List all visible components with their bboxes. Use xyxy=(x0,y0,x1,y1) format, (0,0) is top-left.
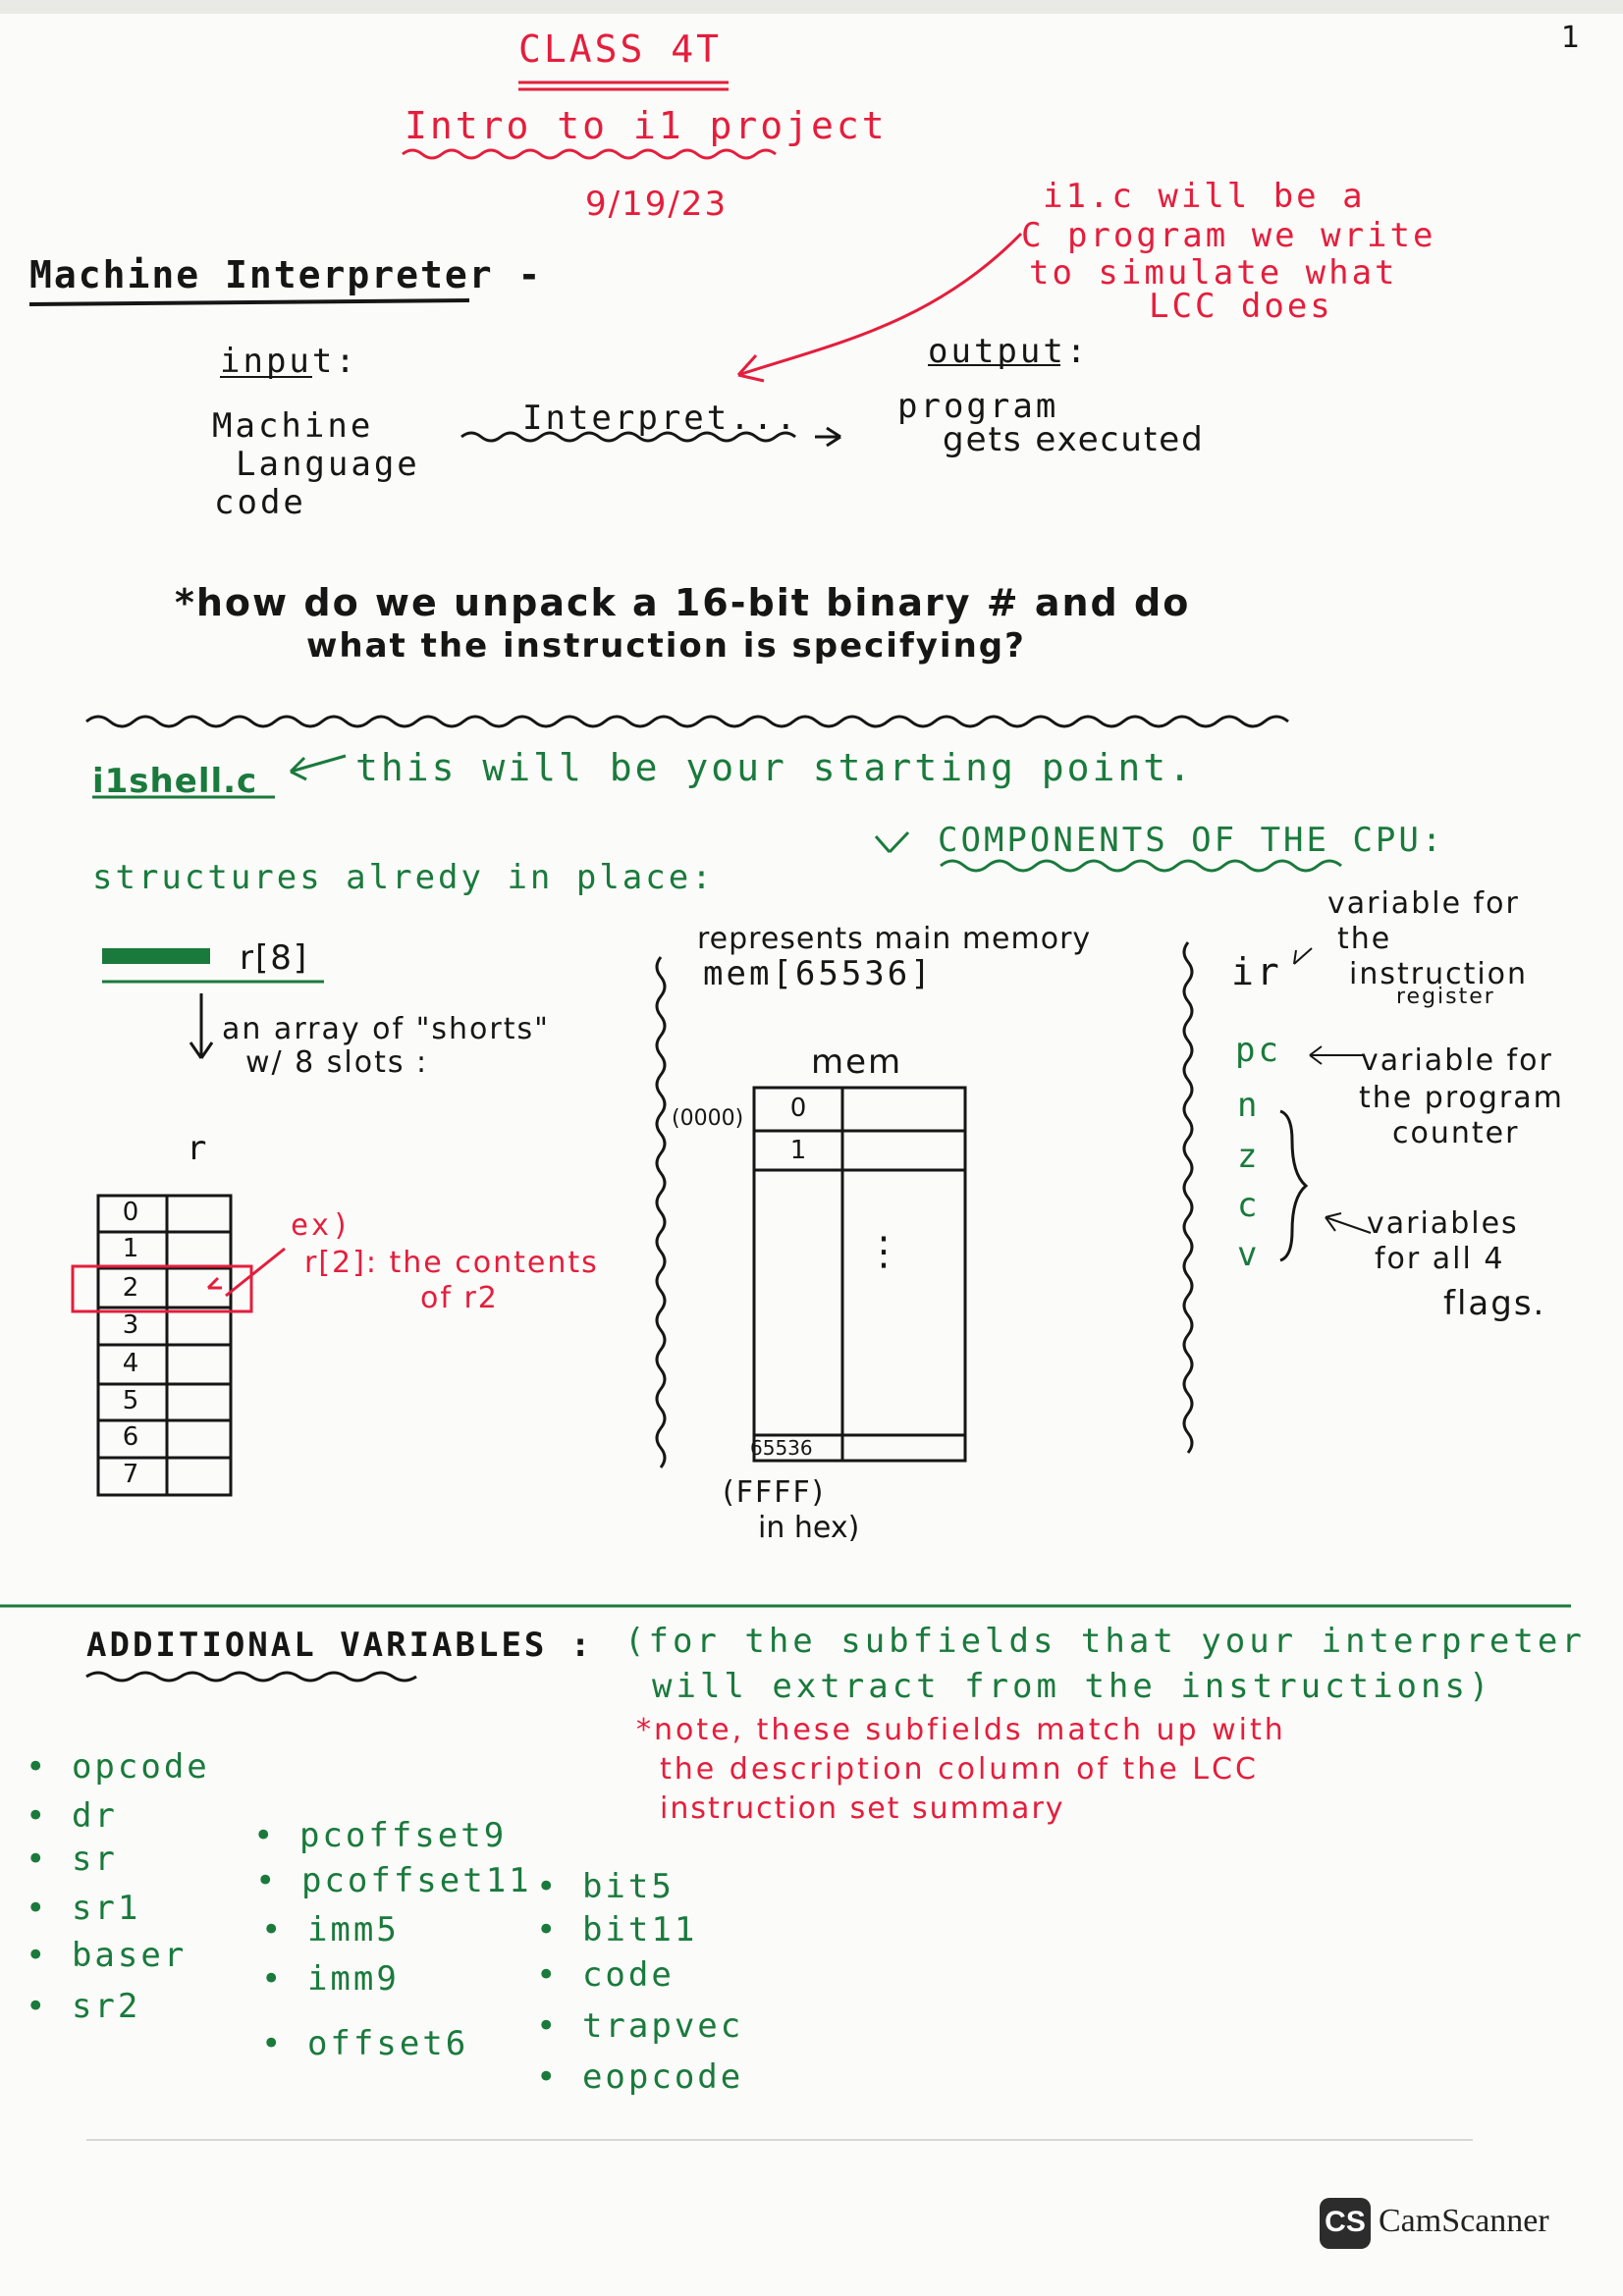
variable-item: • imm9 xyxy=(261,1959,400,1999)
ir-desc-line: variable for xyxy=(1327,886,1520,921)
interpret-label: Interpret... xyxy=(522,399,799,438)
variable-item: • dr xyxy=(26,1796,118,1836)
mem-row-index: 1 xyxy=(789,1136,807,1165)
output-line: gets executed xyxy=(943,420,1205,459)
lecture-title: Intro to i1 project xyxy=(405,104,888,147)
input-label: input: xyxy=(220,342,358,381)
note-line: the description column of the LCC xyxy=(660,1752,1259,1787)
pc-desc-line: the program xyxy=(1359,1081,1564,1115)
ir-variable: ir xyxy=(1231,950,1282,993)
flags-desc-line: variables xyxy=(1367,1206,1519,1241)
camscanner-logo: CS xyxy=(1320,2198,1371,2249)
variable-item: • opcode xyxy=(26,1747,210,1787)
variable-item: • bit11 xyxy=(536,1910,698,1949)
lecture-date: 9/19/23 xyxy=(585,185,729,224)
variable-item: • pcoffset9 xyxy=(253,1816,508,1855)
callout-line: C program we write xyxy=(1021,216,1436,255)
mem-end-note: in hex) xyxy=(758,1511,860,1545)
ir-desc-line: the xyxy=(1337,922,1392,956)
flag-v: v xyxy=(1237,1235,1261,1274)
r-desc-line: w/ 8 slots : xyxy=(245,1045,429,1080)
subfields-paren-line: will extract from the instructions) xyxy=(652,1667,1493,1706)
r-row-index: 0 xyxy=(122,1198,139,1227)
starting-point-note: this will be your starting point. xyxy=(355,746,1194,789)
r-row-index: 5 xyxy=(122,1386,139,1415)
example-desc: of r2 xyxy=(420,1281,499,1315)
variable-item: • pcoffset11 xyxy=(255,1861,532,1900)
flag-z: z xyxy=(1237,1137,1261,1176)
variable-item: • sr1 xyxy=(26,1889,141,1928)
mem-end-address: (FFFF) xyxy=(723,1475,826,1510)
ir-desc-line: register xyxy=(1396,985,1495,1009)
mem-row-index: 0 xyxy=(789,1094,807,1123)
input-line: Machine xyxy=(212,406,374,446)
flag-n: n xyxy=(1237,1086,1261,1125)
variable-item: • sr2 xyxy=(26,1987,141,2026)
r-array-label: r[8] xyxy=(240,938,309,978)
ir-desc-line: instruction xyxy=(1349,957,1529,991)
variable-item: • imm5 xyxy=(261,1910,400,1949)
pc-desc-line: counter xyxy=(1392,1116,1520,1150)
flags-desc-line: for all 4 xyxy=(1375,1242,1505,1276)
structures-label: structures alredy in place: xyxy=(92,858,715,897)
output-label: output: xyxy=(928,332,1090,371)
pc-variable: pc xyxy=(1235,1031,1281,1070)
flags-desc-line: flags. xyxy=(1443,1284,1546,1323)
variable-item: • code xyxy=(536,1955,675,1995)
note-line: instruction set summary xyxy=(660,1791,1065,1826)
r-row-index: 1 xyxy=(122,1234,139,1263)
input-line: code xyxy=(214,483,306,522)
callout-line: LCC does xyxy=(1149,287,1333,326)
r-row-index: 7 xyxy=(122,1460,139,1489)
components-heading: COMPONENTS OF THE CPU: xyxy=(938,821,1445,860)
example-desc: r[2]: the contents xyxy=(304,1246,599,1280)
page-number: 1 xyxy=(1561,21,1581,55)
example-label: ex) xyxy=(291,1208,353,1243)
variable-item: • eopcode xyxy=(536,2057,744,2097)
variable-item: • trapvec xyxy=(536,2006,744,2046)
r-row-index: 3 xyxy=(122,1310,139,1340)
question-line: *how do we unpack a 16-bit binary # and do xyxy=(175,581,1191,624)
mem-array-label: mem[65536] xyxy=(703,954,934,993)
class-title: CLASS 4T xyxy=(518,27,723,71)
variable-item: • baser xyxy=(26,1936,188,1975)
pc-desc-line: variable for xyxy=(1361,1043,1553,1078)
callout-line: to simulate what xyxy=(1029,253,1398,293)
mem-ellipsis: ⋮ xyxy=(864,1229,903,1274)
machine-interpreter-heading: Machine Interpreter - xyxy=(29,253,543,296)
r-desc-line: an array of "shorts" xyxy=(222,1012,550,1046)
r-row-index: 2 xyxy=(122,1273,139,1303)
variable-item: • sr xyxy=(26,1840,118,1879)
r-row-index: 4 xyxy=(122,1349,139,1378)
mem-note: represents main memory xyxy=(697,922,1092,956)
i1shell-filename: i1shell.c xyxy=(92,762,258,801)
output-line: program xyxy=(897,387,1059,426)
mem-table-title: mem xyxy=(811,1042,903,1082)
input-line: Language xyxy=(236,445,420,484)
additional-variables-heading: ADDITIONAL VARIABLES : xyxy=(86,1626,594,1665)
r-table-title: r xyxy=(187,1129,210,1168)
flag-c: c xyxy=(1237,1186,1261,1225)
note-line: *note, these subfields match up with xyxy=(636,1713,1286,1747)
subfields-paren-line: (for the subfields that your interpreter xyxy=(624,1622,1586,1661)
camscanner-watermark: CamScanner xyxy=(1379,2203,1549,2239)
callout-line: i1.c will be a xyxy=(1043,177,1366,216)
mem-last-index: 65536 xyxy=(750,1436,813,1460)
mem-start-address: (0000) xyxy=(672,1106,744,1131)
question-line: what the instruction is specifying? xyxy=(306,626,1026,666)
variable-item: • bit5 xyxy=(536,1867,675,1906)
r-row-index: 6 xyxy=(122,1422,139,1452)
variable-item: • offset6 xyxy=(261,2024,469,2063)
